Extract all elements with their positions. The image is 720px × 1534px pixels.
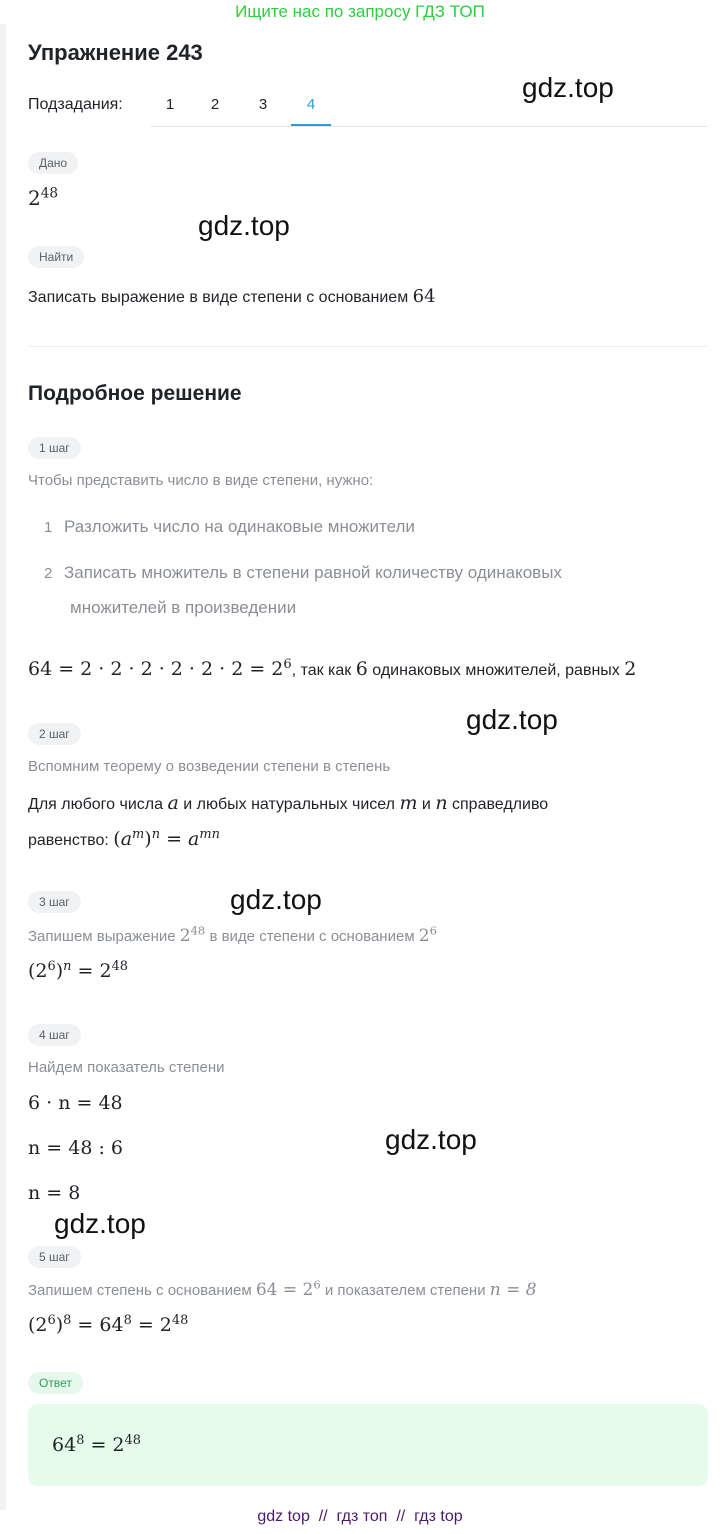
theorem-line-2: равенство: $(a^m)^n = a^{mn}$ <box>28 826 220 850</box>
step-4-intro: Найдем показатель степени <box>28 1059 225 1076</box>
step-4-equation-3: n = 8 <box>28 1182 81 1204</box>
footer-link[interactable]: гдз top <box>414 1508 463 1525</box>
watermark: gdz.top <box>522 72 614 103</box>
footer <box>0 1508 720 1526</box>
top-banner: Ищите нас по запросу ГДЗ ТОП <box>235 2 485 21</box>
step-5-intro: Запишем степень с основанием $64 = 2^6$ и показателем степени n = 8 <box>28 1277 537 1300</box>
step-3-intro: Запишем выражение $2^{48}$ в виде степени с основанием $2^6$ <box>28 923 437 946</box>
list-item-number: 1 <box>44 519 53 536</box>
step-2-intro: Вспомним теорему о возведении степени в степень <box>28 758 391 775</box>
list-item-continued: множителей в произведении <box>70 598 297 617</box>
list-item-number: 2 <box>44 565 53 582</box>
watermark: gdz.top <box>198 210 290 241</box>
solution-heading: Подробное решение <box>28 382 242 405</box>
tab-subtask-2[interactable]: 2 <box>210 96 220 113</box>
step-4-equation-2: n = 48 : 6 <box>28 1137 123 1159</box>
step-5-equation: $(2^6)^8 = 64^8 = 2^{48}$ <box>28 1312 189 1336</box>
footer-link[interactable]: gdz top <box>257 1508 310 1525</box>
answer-expression: $64^8 = 2^{48}$ <box>52 1432 141 1456</box>
footer-separator: // <box>318 1508 328 1525</box>
watermark: gdz.top <box>385 1124 477 1155</box>
page-title: Упражнение 243 <box>28 40 203 65</box>
left-divider <box>0 24 6 1510</box>
answer-box <box>28 1404 708 1486</box>
step-3-equation: $(2^6)^n = 2^{48}$ <box>28 958 128 982</box>
given-badge: Дано <box>28 152 78 174</box>
step-1-equation: $64 = 2 \cdot 2 \cdot 2 \cdot 2 \cdot 2 \cdot 2 = 2^6$, так как 6 одинаковых множителей, равных 2 <box>28 656 637 680</box>
tab-subtask-1[interactable]: 1 <box>165 96 175 113</box>
step-4-badge: 4 шаг <box>28 1024 81 1046</box>
watermark: gdz.top <box>54 1208 146 1239</box>
answer-badge: Ответ <box>28 1372 83 1394</box>
tab-subtask-3[interactable]: 3 <box>258 96 268 113</box>
find-text: Записать выражение в виде степени с основанием 64 <box>28 286 436 307</box>
tab-subtask-4[interactable]: 4 <box>291 90 331 126</box>
list-item: Записать множитель в степени равной количеству одинаковых <box>64 563 562 582</box>
footer-separator: // <box>396 1508 406 1525</box>
watermark: gdz.top <box>230 884 322 915</box>
subtasks-label: Подзадания: <box>28 96 123 113</box>
step-1-intro: Чтобы представить число в виде степени, нужно: <box>28 472 374 489</box>
footer-link[interactable]: гдз топ <box>336 1508 388 1525</box>
theorem-line-1: Для любого числа a и любых натуральных чисел m и n справедливо <box>28 792 549 814</box>
step-4-equation-1: 6 · n = 48 <box>28 1092 123 1114</box>
step-2-badge: 2 шаг <box>28 723 81 745</box>
step-1-badge: 1 шаг <box>28 437 81 459</box>
watermark: gdz.top <box>466 704 558 735</box>
find-badge: Найти <box>28 246 84 268</box>
subtasks-tabs <box>150 90 708 127</box>
step-3-badge: 3 шаг <box>28 891 81 913</box>
given-expression: $2^{48}$ <box>28 185 59 210</box>
divider <box>28 346 708 347</box>
step-5-badge: 5 шаг <box>28 1246 81 1268</box>
list-item: Разложить число на одинаковые множители <box>64 517 415 536</box>
